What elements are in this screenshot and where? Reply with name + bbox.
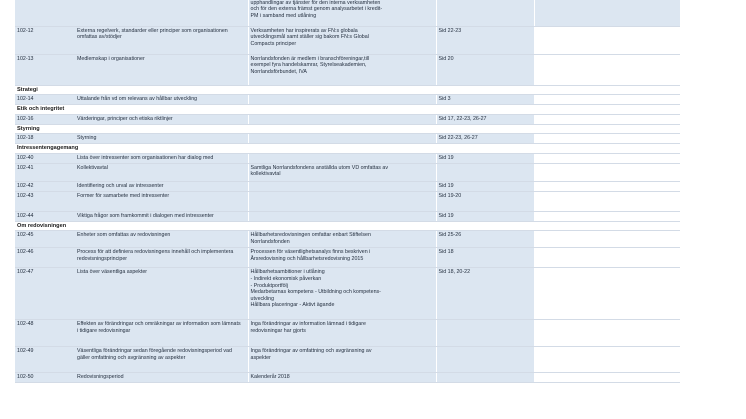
page-reference: Sid 19 [436,153,534,163]
table-row [15,134,680,144]
disclosure-comment [248,134,436,144]
disclosure-code: 102-47 [15,268,75,320]
page-reference: Sid 17, 22-23, 26-27 [436,114,534,124]
omission-cell [534,95,680,105]
section-header-row [15,221,680,231]
page-reference [436,163,534,181]
disclosure-code: 102-13 [15,54,75,85]
text-line: Process för att definiera redovisningens innehåll och implementera [77,249,234,256]
table-row [15,211,680,221]
disclosure-description [75,134,248,144]
text-line: Redovisningsperiod [77,374,124,381]
disclosure-description [75,153,248,163]
omission-cell [534,26,680,54]
text-line: omfattas av/stödjer [77,34,122,41]
disclosure-description [75,114,248,124]
disclosure-comment [248,347,436,373]
disclosure-comment [248,268,436,320]
disclosure-comment [248,163,436,181]
disclosure-code: 102-43 [15,191,75,211]
omission-cell [534,134,680,144]
text-line: Medarbetarnas kompetens - Utbildning och kompetens- [250,289,381,296]
text-line: Värderingar, principer och etiska riktlinjer [77,115,173,122]
disclosure-comment [248,231,436,248]
text-line: Uttalande från vd om relevans av hållbar utveckling [77,96,198,103]
omission-cell [534,0,680,26]
text-line: Styrning [77,135,97,142]
table-row [15,153,680,163]
page-reference [436,0,534,26]
page-reference [436,320,534,347]
disclosure-description [75,268,248,320]
disclosure-code: 102-40 [15,153,75,163]
text-line: gäller omfattning och avgränsning av aspekter [77,355,186,362]
disclosure-description [75,54,248,85]
disclosure-description [75,211,248,221]
disclosure-code: 102-50 [15,373,75,383]
disclosure-code: 102-45 [15,231,75,248]
text-line: Identifiering och urval av intressenter [77,182,164,189]
text-line: Compacts principer [250,40,297,47]
text-line: exempel fyra handelskamrar, Styrelseakademien, [250,62,367,69]
page-reference: Sid 19 [436,181,534,191]
table-row [15,373,680,383]
page-reference: Sid 22-23, 26-27 [436,134,534,144]
text-line: PM i samband med utlåning [250,12,317,19]
text-line: Hållbarhetsredovisningen omfattar enbart Stiftelsen [250,232,371,239]
disclosure-description [75,320,248,347]
disclosure-description [75,163,248,181]
text-line: utveckling [250,295,275,302]
disclosure-code: 102-41 [15,163,75,181]
table-row [15,181,680,191]
disclosure-code: 102-14 [15,95,75,105]
omission-cell [534,248,680,268]
omission-cell [534,347,680,373]
table-row [15,248,680,268]
text-line: Hållbara placeringar - Aktivt ägande [250,302,335,309]
disclosure-comment [248,320,436,347]
disclosure-code: 102-48 [15,320,75,347]
disclosure-code: 102-16 [15,114,75,124]
omission-cell [534,163,680,181]
text-line: Viktiga frågor som framkommit i dialogen med intressenter [77,212,214,219]
text-line: redovisningar har gjorts [250,328,306,335]
disclosure-description [75,248,248,268]
page-reference [436,373,534,383]
omission-cell [534,268,680,320]
page-reference: Sid 20 [436,54,534,85]
disclosure-description [75,181,248,191]
omission-cell [534,211,680,221]
section-label: Intressentengagemang [15,144,680,154]
table-row [15,231,680,248]
table-row [15,95,680,105]
section-header-row [15,85,680,95]
disclosure-comment [248,0,436,26]
page-reference: Sid 19 [436,211,534,221]
gri-index-table [15,0,680,383]
gri-index-body [15,0,680,383]
disclosure-comment [248,181,436,191]
disclosure-comment [248,373,436,383]
disclosure-description [75,347,248,373]
omission-cell [534,181,680,191]
disclosure-description [75,373,248,383]
page-reference: Sid 18, 20-22 [436,268,534,320]
text-line: Processen för väsentlighetsanalys finns beskriven i [250,249,371,256]
disclosure-code [15,0,75,26]
text-line: Inga förändringar av information lämnad i tidigare [250,321,366,328]
omission-cell [534,231,680,248]
section-header-row [15,124,680,134]
page-reference [436,347,534,373]
text-line: Lista över väsentliga aspekter [77,269,148,276]
omission-cell [534,153,680,163]
text-line: Kalenderår 2018 [250,374,290,381]
section-label: Styrning [15,124,680,134]
text-line: utvecklingsmål samt ställer sig bakom FN:s Global [250,34,369,41]
text-line: Enheter som omfattas av redovisningen [77,232,171,239]
disclosure-code: 102-12 [15,26,75,54]
text-line: Norrlandsförbundet, IVA [250,68,307,75]
omission-cell [534,191,680,211]
table-row [15,54,680,85]
omission-cell [534,54,680,85]
page-reference: Sid 18 [436,248,534,268]
text-line: Medlemskap i organisationer [77,55,145,62]
disclosure-description [75,26,248,54]
text-line: Verksamheten har inspirerats av FN:s globala [250,27,358,34]
text-line: aspekter [250,355,271,362]
disclosure-comment [248,95,436,105]
disclosure-description [75,231,248,248]
text-line: Effekten av förändringar och omräkningar av information som lämnats [77,321,241,328]
page-reference: Sid 22-23 [436,26,534,54]
text-line: redovisningsprinciper [77,256,128,263]
disclosure-comment [248,211,436,221]
text-line: Externa regelverk, standarder eller principer som organisationen [77,27,228,34]
text-line: kollektivavtal [250,171,281,178]
section-label: Strategi [15,85,680,95]
disclosure-code: 102-49 [15,347,75,373]
omission-cell [534,114,680,124]
disclosure-comment [248,191,436,211]
text-line: och för den externa främst genom analysarbetet i kredit- [250,6,383,13]
text-line: Årsredovisning och hållbarhetsredovisning 2015 [250,256,364,263]
disclosure-code: 102-46 [15,248,75,268]
disclosure-description [75,95,248,105]
disclosure-code: 102-18 [15,134,75,144]
section-header-row [15,105,680,115]
disclosure-comment [248,54,436,85]
text-line: Lista över intressenter som organisationen har dialog med [77,154,214,161]
disclosure-code: 102-44 [15,211,75,221]
table-row [15,347,680,373]
text-line: Väsentliga förändringar sedan föregående redovisningsperiod vad [77,348,232,355]
disclosure-comment [248,248,436,268]
table-row [15,114,680,124]
text-line: Samtliga Norrlandsfondens anställda utom VD omfattas av [250,164,388,171]
text-line: - Indirekt ekonomisk påverkan [250,276,322,283]
disclosure-comment [248,114,436,124]
section-label: Om redovisningen [15,221,680,231]
page-reference: Sid 19-20 [436,191,534,211]
omission-cell [534,373,680,383]
text-line: Hållbarhetsambitioner i utlåning [250,269,325,276]
text-line: Kollektivavtal [77,164,108,171]
text-line: Former för samarbete med intressenter [77,192,170,199]
text-line: Norrlandsfonden är medlem i branschföreningar,till [250,55,370,62]
table-row [15,163,680,181]
page-reference: Sid 25-26 [436,231,534,248]
disclosure-comment [248,26,436,54]
text-line: - Produktportfölj [250,282,288,289]
text-line: Inga förändringar av omfattning och avgränsning av [250,348,372,355]
section-label: Etik och integritet [15,105,680,115]
text-line: i tidigare redovisningar [77,328,131,335]
disclosure-description [75,0,248,26]
disclosure-comment [248,153,436,163]
section-header-row [15,144,680,154]
table-row [15,0,680,26]
disclosure-description [75,191,248,211]
text-line: upphandlingar av tjänster för den interna verksamheten [250,0,381,6]
page-reference: Sid 3 [436,95,534,105]
text-line: Norrlandsfonden [250,239,290,246]
omission-cell [534,320,680,347]
table-row [15,320,680,347]
table-row [15,191,680,211]
table-row [15,268,680,320]
table-row [15,26,680,54]
disclosure-code: 102-42 [15,181,75,191]
